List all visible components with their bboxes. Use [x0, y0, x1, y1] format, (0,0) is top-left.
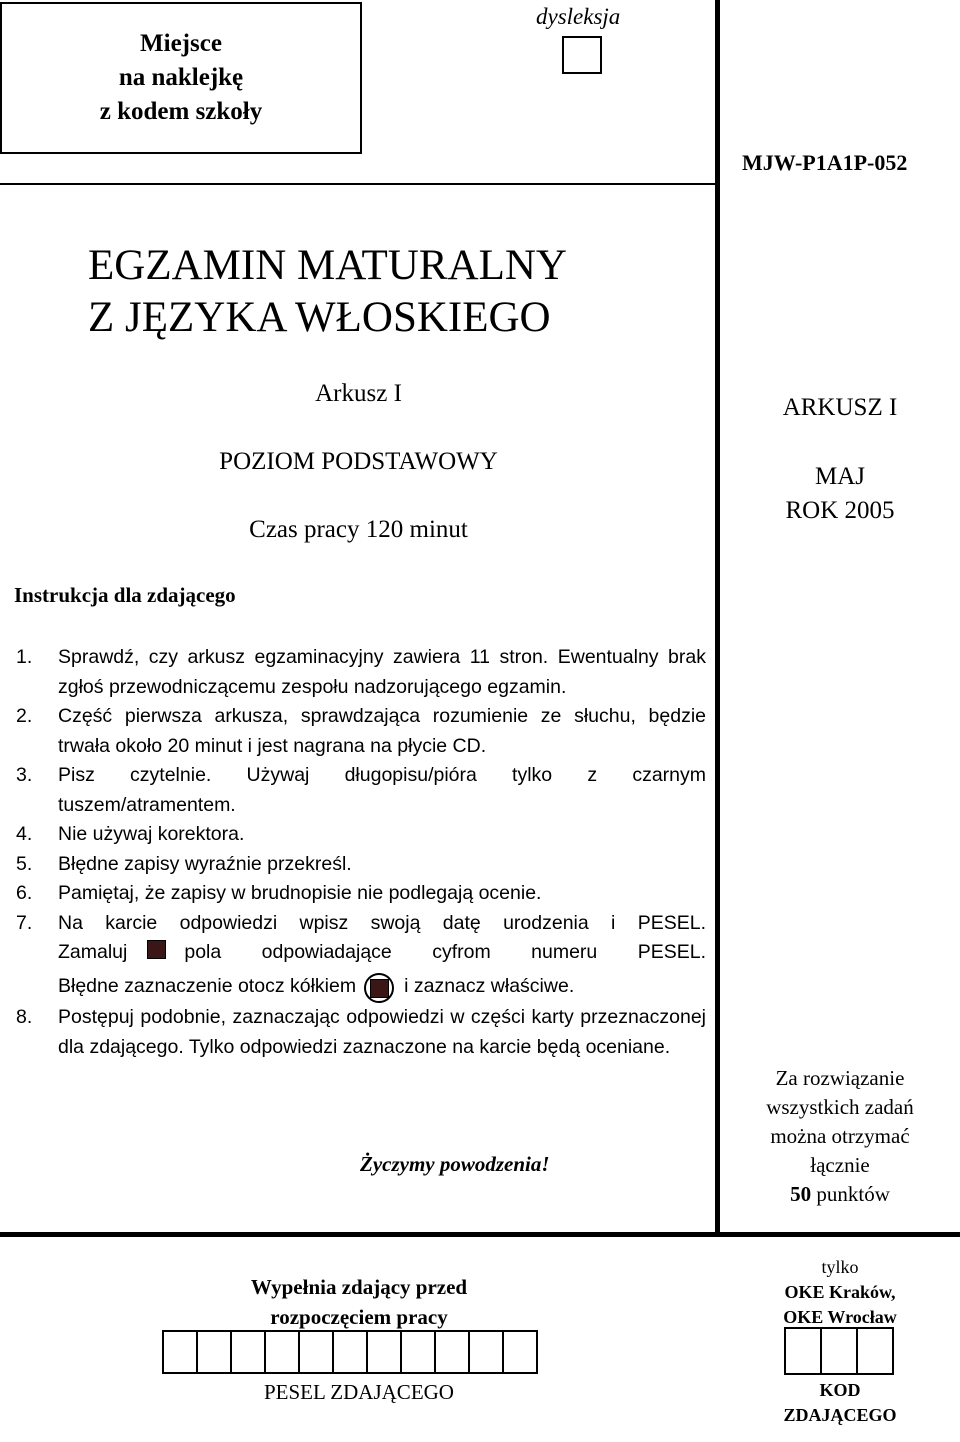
list-item [16, 820, 706, 850]
oke-note [740, 1255, 940, 1330]
instructions-title: Instrukcja dla zdającego [14, 583, 236, 607]
pesel-digit-cell[interactable] [366, 1330, 402, 1374]
item-number: 6. [16, 882, 33, 904]
exam-title [88, 240, 567, 344]
side-sheet-label: ARKUSZ I [782, 394, 898, 421]
list-item [16, 850, 706, 880]
list-item [16, 761, 706, 820]
pesel-digit-cell[interactable] [332, 1330, 368, 1374]
item-text-part: i zaznacz właściwe. [404, 974, 575, 997]
oke-line: tylko [821, 1257, 859, 1277]
exam-title-line: EGZAMIN MATURALNY [88, 242, 567, 289]
item-text-line: Na karcie odpowiedzi wpisz swoją datę urodzenia i PESEL. [58, 911, 706, 934]
points-total [720, 1180, 960, 1209]
item-number: 1. [16, 646, 33, 668]
circled-square-icon [364, 973, 394, 1003]
points-line: łącznie [810, 1153, 870, 1177]
exam-title-line: Z JĘZYKA WŁOSKIEGO [88, 294, 551, 341]
pesel-digit-cell[interactable] [400, 1330, 436, 1374]
school-code-sticker-box [0, 2, 362, 154]
candidate-code-label-line: ZDAJĄCEGO [783, 1405, 897, 1425]
item-text: Pamiętaj, że zapisy w brudnopisie nie podlegają ocenie. [58, 882, 542, 904]
list-item [16, 879, 706, 909]
item-number: 3. [16, 764, 33, 786]
vertical-divider [715, 0, 720, 1234]
horizontal-divider [0, 1232, 960, 1237]
item-number: 2. [16, 705, 33, 727]
candidate-code-cell[interactable] [820, 1327, 858, 1375]
points-value: 50 [790, 1182, 812, 1206]
sticker-line: Miejsce [140, 30, 222, 57]
candidate-code-label [740, 1378, 940, 1428]
item-number: 5. [16, 852, 33, 875]
filled-square-icon [370, 979, 389, 998]
sheet-label: Arkusz I [315, 380, 402, 407]
candidate-code-cell[interactable] [856, 1327, 894, 1375]
oke-line: OKE Wrocław [783, 1307, 897, 1327]
item-text [58, 909, 706, 1004]
points-info [720, 1064, 960, 1209]
item-number: 4. [16, 823, 33, 845]
side-date [720, 460, 960, 528]
points-unit: punktów [816, 1182, 890, 1206]
item-text: Sprawdź, czy arkusz egzaminacyjny zawiera 11 stron. Ewentualny brak zgłoś przewodniczącemu zespołu nadzorującego egzamin. [58, 646, 706, 698]
points-line: Za rozwiązanie [775, 1066, 905, 1090]
side-month: MAJ [814, 463, 865, 490]
list-item [16, 909, 706, 1004]
item-number: 7. [16, 911, 33, 934]
sticker-line: na naklejkę [118, 64, 244, 91]
item-text: Część pierwsza arkusza, sprawdzająca rozumienie ze słuchu, będzie trwała około 20 minut i jest nagrana na płycie CD. [58, 705, 706, 757]
candidate-code-cell[interactable] [784, 1327, 822, 1375]
item-text-part: Błędne zaznaczenie otocz kółkiem [58, 974, 357, 997]
pesel-label: PESEL ZDAJĄCEGO [264, 1380, 454, 1404]
list-item [16, 702, 706, 761]
oke-line: OKE Kraków, [784, 1282, 896, 1302]
time-label: Czas pracy 120 minut [249, 516, 468, 543]
item-text-line [58, 938, 706, 968]
level-label: POZIOM PODSTAWOWY [219, 448, 498, 475]
good-luck-message: Życzymy powodzenia! [360, 1152, 550, 1176]
pesel-digit-cell[interactable] [162, 1330, 198, 1374]
points-line: można otrzymać [770, 1124, 910, 1148]
points-line: wszystkich zadań [766, 1095, 914, 1119]
sticker-line: z kodem szkoły [99, 98, 263, 125]
filled-square-icon [147, 940, 166, 959]
item-text-line [58, 972, 706, 1004]
pesel-digit-cell[interactable] [298, 1330, 334, 1374]
header-rule [0, 183, 717, 185]
side-year: ROK 2005 [785, 497, 895, 524]
pesel-digit-cell[interactable] [230, 1330, 266, 1374]
pesel-digit-cell[interactable] [502, 1330, 538, 1374]
pesel-instruction: Wypełnia zdający przed rozpoczęciem pracy [250, 1275, 468, 1329]
list-item [16, 1003, 706, 1062]
dyslexia-label: dysleksja [536, 4, 621, 29]
item-text: Nie używaj korektora. [58, 823, 245, 845]
candidate-code-grid[interactable] [784, 1327, 892, 1375]
list-item [16, 643, 706, 702]
pesel-digit-cell[interactable] [434, 1330, 470, 1374]
pesel-digit-cell[interactable] [196, 1330, 232, 1374]
item-number: 8. [16, 1006, 33, 1028]
instructions-list [16, 643, 706, 1062]
pesel-digit-cell[interactable] [264, 1330, 300, 1374]
pesel-digit-cell[interactable] [468, 1330, 504, 1374]
item-text: Postępuj podobnie, zaznaczając odpowiedzi w części karty przeznaczonej dla zdającego. Tylko odpowiedzi zaznaczone na karcie będą oceniane. [58, 1006, 706, 1058]
item-text: Pisz czytelnie. Używaj długopisu/pióra tylko z czarnym tuszem/atramentem. [58, 764, 706, 816]
item-text-part: Zamaluj [58, 941, 128, 963]
item-text-part: pola odpowiadające cyfrom numeru PESEL. [184, 941, 706, 963]
exam-code: MJW-P1A1P-052 [742, 150, 908, 175]
item-text: Błędne zapisy wyraźnie przekreśl. [58, 852, 352, 875]
pesel-input-grid[interactable] [162, 1330, 536, 1374]
dyslexia-checkbox[interactable] [562, 36, 602, 74]
candidate-code-label-line: KOD [819, 1380, 861, 1400]
